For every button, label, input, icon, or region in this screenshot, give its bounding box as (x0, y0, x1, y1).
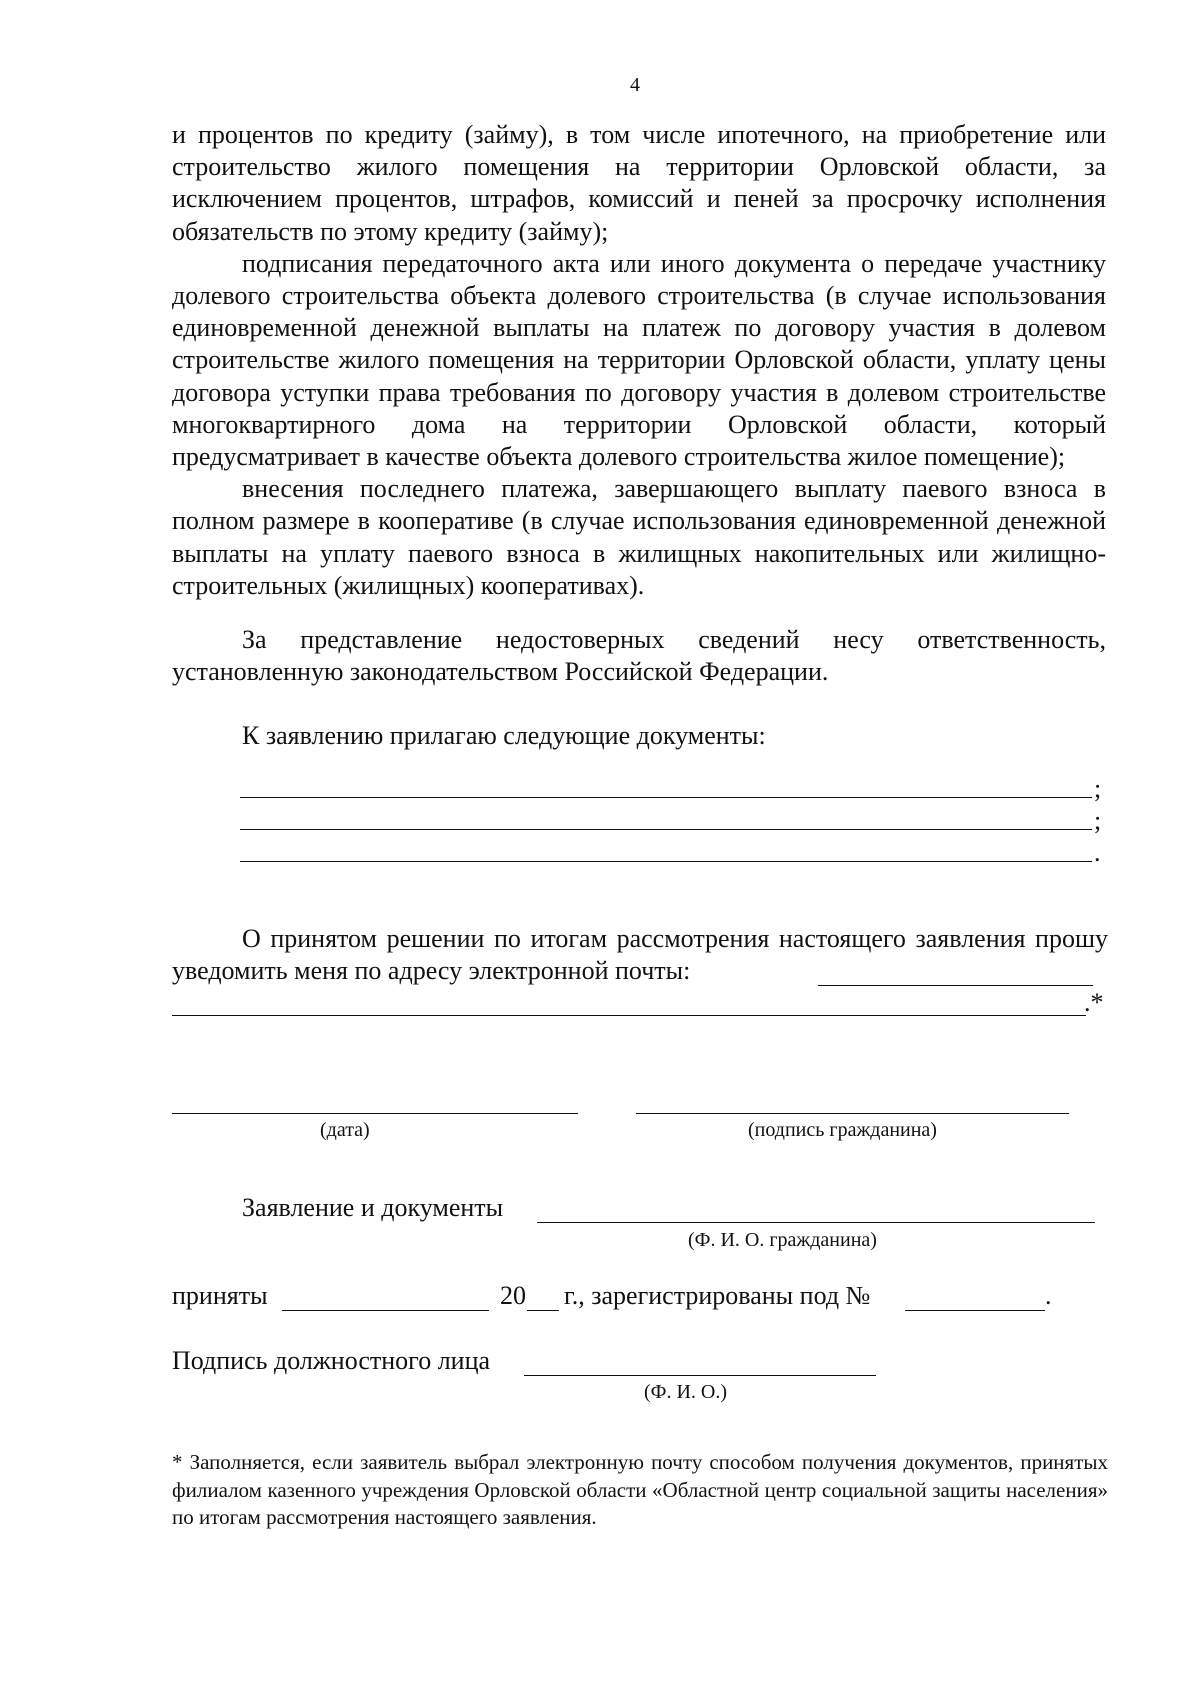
accepted-label: приняты (172, 1281, 268, 1310)
paragraph-transfer-act: подписания передаточного акта или иного документа о передаче участнику долевого строительства объекта долевого строительства (в случае использования единовременной денежной выплаты на платеж по договору участия в долевом строительстве жилого помещения на территории Орловской области, уплату цены договора уступки права требования по договору участия в долевом строительстве многоквартирного дома на территории Орловской области, который предусматривает в качестве объекта долевого строительства жилое помещение); (172, 248, 1106, 472)
registered-label: г., зарегистрированы под № (564, 1281, 871, 1310)
date-caption: (дата) (320, 1119, 370, 1141)
paragraph-email: О принятом решении по итогам рассмотрения настоящего заявления прошу уведомить меня по адресу электронной почты: (172, 924, 1108, 986)
paragraph-credit: и процентов по кредиту (займу), в том числе ипотечного, на приобретение или строительство жилого помещения на территории Орловской области, за исключением процентов, штрафов, комиссий и пеней за просрочку исполнения обязательств по этому кредиту (займу); (172, 120, 1106, 246)
email-marker: .* (1084, 988, 1104, 1017)
official-signature-line[interactable] (524, 1375, 876, 1376)
email-line-1[interactable] (818, 985, 1093, 986)
accepted-date-line[interactable] (282, 1310, 489, 1311)
year-prefix: 20 (500, 1281, 526, 1310)
paragraph-responsibility: За представление недостоверных сведений несу ответственность, установленную законодательством Российской Федерации. (172, 625, 1106, 687)
official-caption: (Ф. И. О.) (644, 1381, 728, 1403)
attachment-line-1[interactable] (240, 797, 1092, 798)
footnote: * Заполняется, если заявитель выбрал электронную почту способом получения документов, принятых филиалом казенного учреждения Орловской области «Областной центр социальной защиты населения» по итогам рассмотрения настоящего заявления. (172, 1450, 1108, 1529)
citizen-name-line[interactable] (537, 1222, 1095, 1223)
page-number: 4 (630, 74, 640, 96)
email-request (172, 923, 1108, 987)
attachment-line-2-punct: ; (1094, 806, 1102, 835)
official-label: Подпись должностного лица (172, 1346, 491, 1375)
docs-label: Заявление и документы (242, 1193, 504, 1222)
registration-end-dot: . (1045, 1281, 1052, 1310)
signature-caption: (подпись гражданина) (748, 1119, 937, 1141)
attachment-line-1-punct: ; (1094, 774, 1102, 803)
body-text (172, 119, 1106, 753)
paragraph-last-payment: внесения последнего платежа, завершающего выплату паевого взноса в полном размере в кооперативе (в случае использования единовременной денежной выплаты на уплату паевого взноса в жилищных накопительных или жилищно-строительных (жилищных) кооперативах). (172, 474, 1106, 600)
year-line[interactable] (527, 1310, 559, 1311)
attachment-line-3[interactable] (240, 861, 1092, 862)
citizen-caption: (Ф. И. О. гражданина) (688, 1229, 877, 1251)
signature-line[interactable] (636, 1113, 1069, 1114)
registration-number-line[interactable] (905, 1310, 1045, 1311)
attachment-line-3-punct: . (1094, 838, 1101, 867)
attachment-line-2[interactable] (240, 829, 1092, 830)
paragraph-attachments: К заявлению прилагаю следующие документы: (242, 721, 766, 751)
date-line[interactable] (172, 1113, 578, 1114)
email-line-2[interactable] (172, 1015, 1086, 1016)
